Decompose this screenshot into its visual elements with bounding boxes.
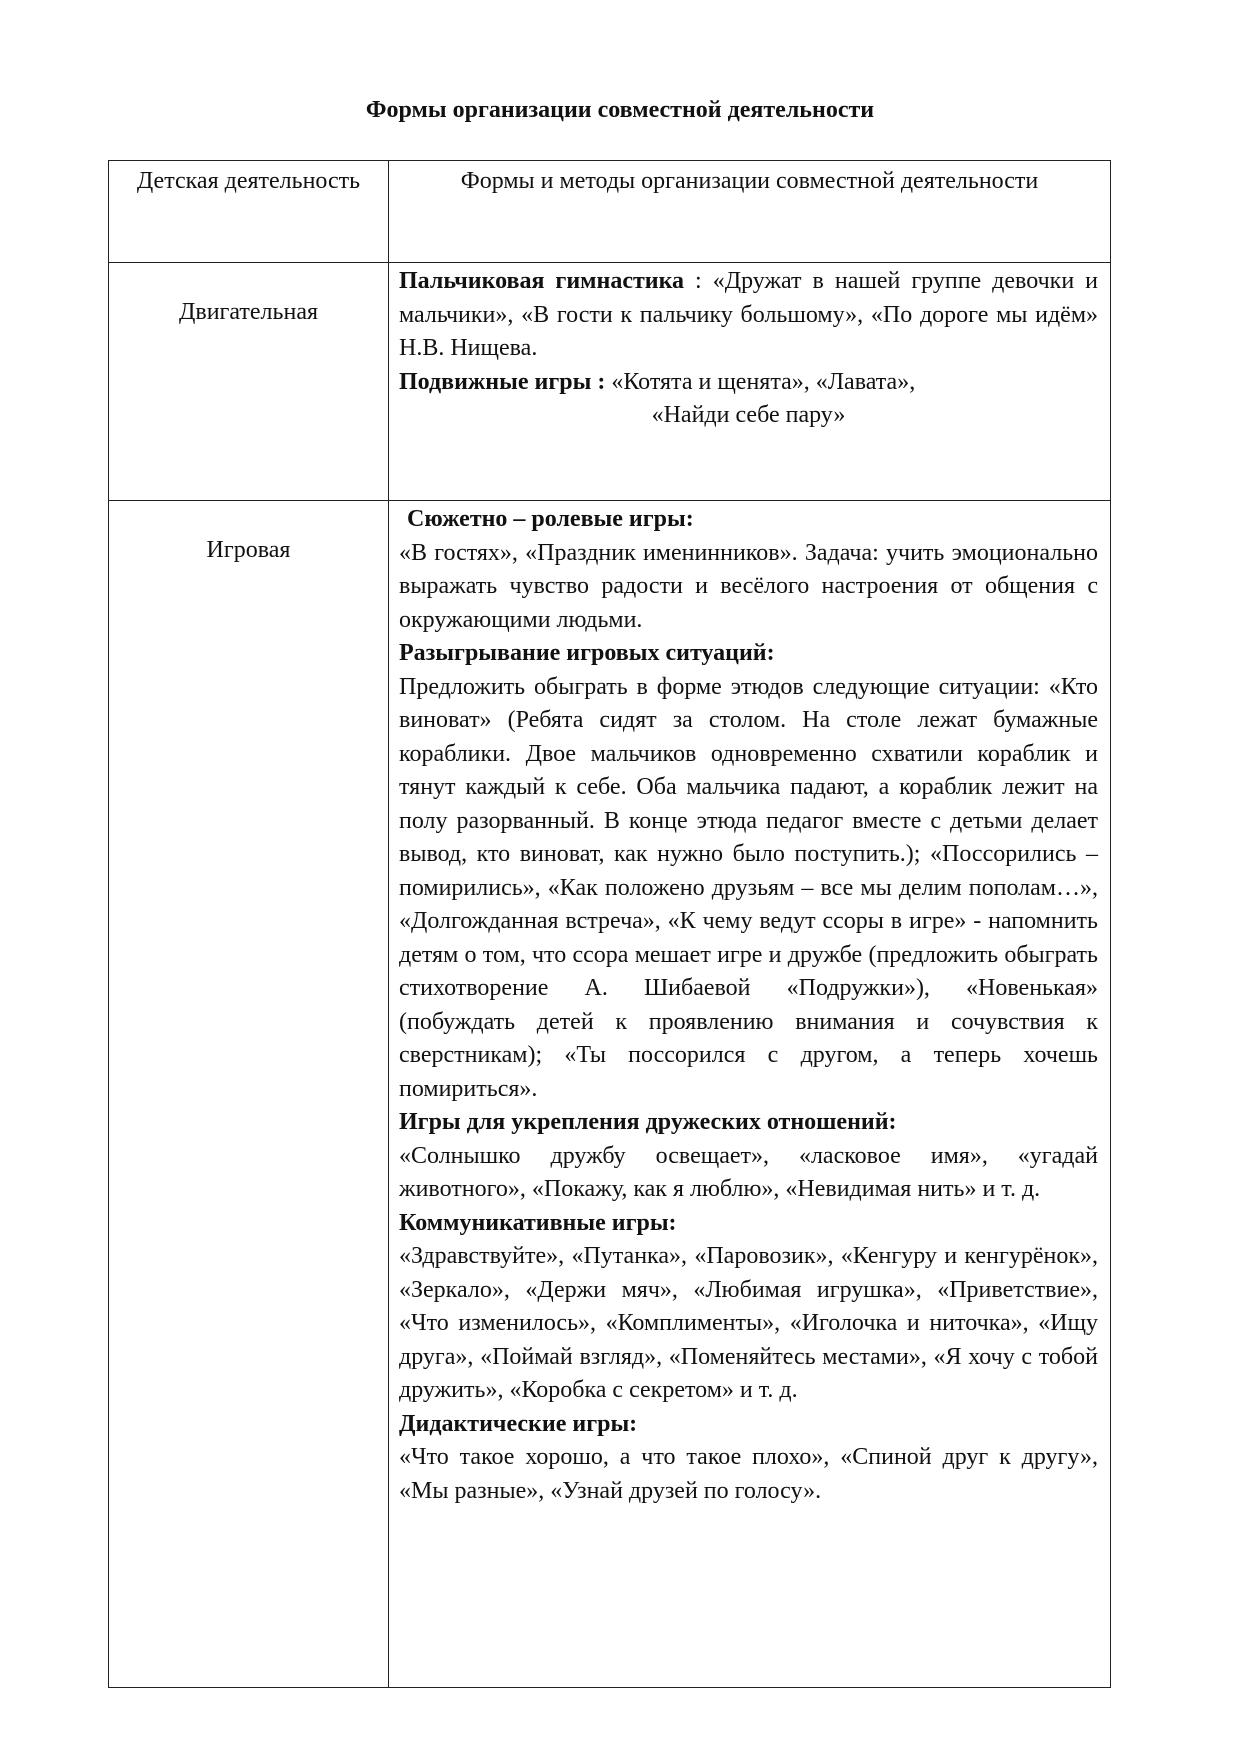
header-forms <box>389 161 1111 263</box>
activity-cell <box>109 263 389 501</box>
activity-cell <box>109 501 389 1688</box>
section-text: «Что такое хорошо, а что такое плохо», «Спиной друг к другу», «Мы разные», «Узнай друзей по голосу». <box>399 1444 1098 1504</box>
section-heading: Игры для укрепления дружеских отношений: <box>399 1109 897 1135</box>
section-text: «Котята и щенята», «Лавата», <box>605 368 916 395</box>
section-heading: Дидактические игры: <box>399 1410 638 1437</box>
activity-name: Двигательная <box>178 299 319 325</box>
section-heading: Сюжетно – ролевые игры: <box>407 506 694 532</box>
section-heading: Коммуникативные игры: <box>399 1209 677 1236</box>
table-row <box>109 263 1111 501</box>
activity-name: Игровая <box>206 537 291 563</box>
header-activity <box>109 161 389 263</box>
section-heading: Подвижные игры : <box>399 368 606 395</box>
activities-table <box>108 160 1111 1688</box>
section-text: Предложить обыграть в форме этюдов следующие ситуации: «Кто виноват» (Ребята сидят за столом. На столе лежат бумажные кораблики. Двое мальчиков одновременно схватили кораблик и тянут каждый к себе. Оба мальчика падают, а кораблик лежит на полу разорванный. В конце этюда педагог вместе с детьми делает вывод, кто виноват, как нужно было поступить.); «Поссорились – помирились», «Как положено друзьям – все мы делим пополам…», «Долгожданная встреча», «К чему ведут ссоры в игре» - напомнить детям о том, что ссора мешает игре и дружбе (предложить обыграть стихотворение А. Шибаевой «Подружки»), «Новенькая» (побуждать детей к проявлению внимания и сочувствия к сверстникам); «Ты поссорился с другом, а теперь хочешь помириться». <box>399 673 1098 1102</box>
header-forms-label: Формы и методы организации совместной деятельности <box>460 168 1039 194</box>
table-row <box>109 501 1111 1688</box>
content-cell <box>389 501 1111 1688</box>
section-text: «Солнышко дружбу освещает», «ласковое имя», «угадай животного», «Покажу, как я люблю», «Невидимая нить» и т. д. <box>399 1142 1098 1202</box>
section-paragraph <box>399 366 1098 400</box>
section-paragraph <box>399 265 1098 366</box>
section-text: «Здравствуйте», «Путанка», «Паровозик», «Кенгуру и кенгурёнок», «Зеркало», «Держи мяч», «Любимая игрушка», «Приветствие», «Что изменилось», «Комплименты», «Иголочка и ниточка», «Ищу друга», «Поймай взгляд», «Поменяйтесь местами», «Я хочу с тобой дружить», «Коробка с секретом» и т. д. <box>399 1243 1098 1403</box>
header-activity-label: Детская деятельность <box>136 168 361 194</box>
content-cell <box>389 263 1111 501</box>
section-paragraph <box>399 399 1098 433</box>
section-text: «Найди себе пару» <box>651 402 846 428</box>
section-text: «В гостях», «Праздник именинников». Задача: учить эмоционально выражать чувство радости и весёлого настроения от общения с окружающими людьми. <box>399 539 1098 633</box>
page-title: Формы организации совместной деятельности <box>365 97 875 123</box>
section-heading: Разыгрывание игровых ситуаций: <box>399 640 775 666</box>
table-header-row <box>109 161 1111 263</box>
section-text: : «Дружат в нашей группе девочки и мальчики», «В гости к пальчику большому», «По дороге мы идём» Н.В. Нищева. <box>399 268 1098 361</box>
section-heading: Пальчиковая гимнастика <box>399 268 685 294</box>
